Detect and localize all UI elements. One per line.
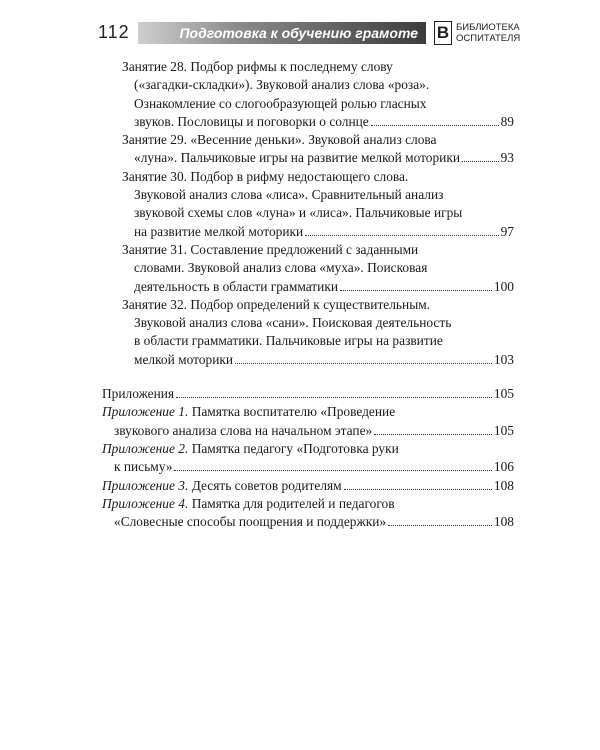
series-name-line1: БИБЛИОТЕКА — [456, 22, 520, 33]
toc-leader-line — [122, 278, 514, 296]
toc-line: Занятие 30. Подбор в рифму недостающего слова. — [122, 168, 409, 184]
spacer — [122, 369, 514, 385]
toc-line: Памятка воспитателю «Проведение — [191, 404, 396, 420]
toc-line: Занятие 31. Составление предложений с заданными — [122, 241, 419, 257]
toc-line: «луна». Пальчиковые игры на развитие мелкой моторики — [134, 150, 461, 166]
toc-entry-lesson-30[interactable] — [122, 168, 514, 241]
toc-line: Занятие 28. Подбор рифмы к последнему слову — [122, 59, 393, 74]
running-title: Подготовка к обучению грамоте — [138, 22, 426, 44]
toc-page-number: 93 — [500, 150, 514, 166]
toc-leader-line — [102, 513, 514, 531]
series-name — [456, 22, 520, 44]
toc-section-appendix — [102, 385, 514, 531]
series-logo-icon: В — [434, 21, 452, 45]
toc-page-number: 105 — [493, 386, 514, 402]
section-title: Приложения — [102, 386, 175, 402]
table-of-contents — [102, 58, 514, 531]
dot-leader — [371, 124, 499, 126]
toc-entry-lesson-31[interactable] — [122, 241, 514, 296]
dot-leader — [374, 433, 492, 435]
toc-line: на развитие мелкой моторики — [134, 223, 304, 239]
toc-leader-line — [122, 351, 514, 369]
toc-line: Памятка для родителей и педагогов — [191, 495, 395, 511]
toc-line: деятельность в области грамматики — [134, 278, 338, 294]
toc-line: мелкой моторики — [134, 351, 234, 367]
toc-line: Десять советов родителям — [191, 477, 342, 493]
dot-leader — [388, 524, 492, 526]
toc-line: Ознакомление со слогообразующей ролью гласных — [134, 95, 427, 111]
toc-line: звуковой схемы слов «луна» и «лиса». Пальчиковые игры — [134, 205, 463, 221]
dot-leader — [344, 488, 492, 490]
dot-leader — [176, 396, 492, 398]
toc-entry-appendix[interactable] — [102, 385, 514, 403]
toc-page-number: 108 — [493, 477, 514, 493]
appendix-label: Приложение 2. — [102, 440, 189, 456]
appendix-label: Приложение 1. — [102, 404, 189, 420]
appendix-label: Приложение 4. — [102, 495, 189, 511]
toc-leader-line — [102, 422, 514, 440]
dot-leader — [340, 289, 492, 291]
appendix-label: Приложение 3. — [102, 477, 189, 493]
toc-line: («загадки-складки»). Звуковой анализ слова «роза». — [134, 77, 430, 93]
page-number: 112 — [98, 22, 130, 42]
toc-page-number: 100 — [493, 278, 514, 294]
toc-line: словами. Звуковой анализ слова «муха». Поисковая — [134, 260, 428, 276]
toc-line: «Словесные способы поощрения и поддержки» — [114, 514, 387, 530]
toc-page-number: 97 — [500, 223, 514, 239]
toc-leader-line — [102, 477, 514, 495]
toc-line: Занятие 29. «Весенние деньки». Звуковой анализ слова — [122, 132, 437, 148]
dot-leader — [235, 362, 492, 364]
series-name-line2: ОСПИТАТЕЛЯ — [456, 33, 521, 44]
toc-line: звукового анализа слова на начальном этапе» — [114, 422, 373, 438]
toc-line: Звуковой анализ слова «сани». Поисковая деятельность — [134, 315, 452, 331]
toc-page-number: 89 — [500, 113, 514, 129]
toc-line: Занятие 32. Подбор определений к существительным. — [122, 296, 431, 312]
toc-entry-lesson-29[interactable] — [122, 131, 514, 168]
dot-leader — [462, 160, 499, 162]
dot-leader — [305, 234, 498, 236]
toc-leader-line — [122, 113, 514, 131]
toc-line: в области грамматики. Пальчиковые игры на развитие — [134, 333, 443, 349]
dot-leader — [174, 469, 491, 471]
toc-entry-lesson-28[interactable] — [122, 58, 514, 131]
toc-page-number: 105 — [493, 422, 514, 438]
toc-entry-lesson-32[interactable] — [122, 296, 514, 369]
toc-line: звуков. Пословицы и поговорки о солнце — [134, 113, 369, 129]
page-header — [98, 21, 521, 47]
toc-line: к письму» — [114, 459, 173, 475]
toc-line: Звуковой анализ слова «лиса». Сравнительный анализ — [134, 187, 444, 203]
toc-entry-appendix-1[interactable] — [102, 403, 514, 440]
toc-page-number: 108 — [493, 514, 514, 530]
toc-entry-appendix-2[interactable] — [102, 440, 514, 477]
toc-entry-appendix-4[interactable] — [102, 495, 514, 532]
toc-leader-line — [122, 149, 514, 167]
toc-page-number: 106 — [493, 459, 514, 475]
toc-entry-appendix-3[interactable] — [102, 477, 514, 495]
toc-line: Памятка педагогу «Подготовка руки — [191, 440, 399, 456]
toc-leader-line — [122, 223, 514, 241]
toc-page-number: 103 — [493, 351, 514, 367]
toc-leader-line — [102, 458, 514, 476]
